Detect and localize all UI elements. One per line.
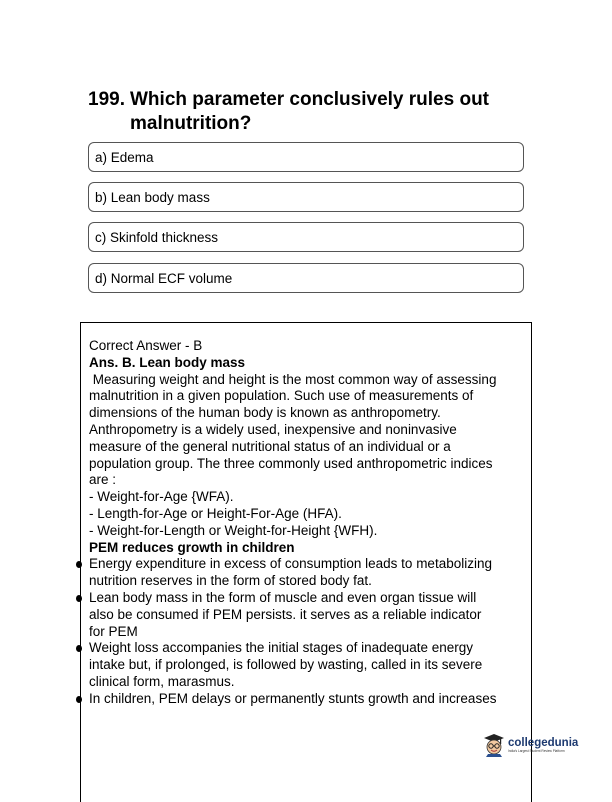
bullet-line: In children, PEM delays or permanently stunts growth and increases — [89, 690, 497, 706]
bullet-item — [89, 556, 531, 590]
question-text — [88, 88, 528, 136]
bullet-line: Energy expenditure in excess of consumption leads to metabolizing — [89, 556, 492, 572]
answer-box — [80, 322, 532, 802]
brand-name: collegedunia — [508, 737, 579, 749]
graduate-mascot-icon — [483, 733, 505, 757]
bullet-item — [89, 640, 531, 690]
bullet-dot — [76, 595, 82, 602]
bullet-dot — [76, 696, 82, 703]
answer-heading: Ans. B. Lean body mass — [89, 354, 246, 370]
option-a[interactable]: a) Edema — [88, 142, 524, 172]
bullet-line: clinical form, marasmus. — [89, 673, 235, 689]
option-d[interactable]: d) Normal ECF volume — [88, 263, 524, 293]
bullet-item — [89, 590, 531, 640]
brand-tagline: India's Largest Student Review Platform — [508, 749, 565, 753]
bullet-line: nutrition reserves in the form of stored body fat. — [89, 573, 372, 589]
option-b[interactable]: b) Lean body mass — [88, 182, 524, 212]
bullet-line: Lean body mass in the form of muscle and even organ tissue will — [89, 589, 477, 605]
para-line: malnutrition in a given population. Such use of measurements of — [89, 388, 474, 404]
subheading: PEM reduces growth in children — [89, 539, 295, 555]
bullet-item — [89, 691, 531, 708]
correct-answer: Correct Answer - B — [89, 338, 203, 353]
question-line-2: malnutrition? — [130, 113, 252, 134]
question-number: 199. — [88, 89, 125, 110]
index-item: - Weight-for-Length or Weight-for-Height {WFH). — [89, 522, 378, 538]
para-line: are : — [89, 472, 117, 488]
bullet-line: intake but, if prolonged, is followed by wasting, called in its severe — [89, 657, 483, 673]
index-item: - Length-for-Age or Height-For-Age (HFA). — [89, 505, 342, 521]
bullet-line: also be consumed if PEM persists. it serves as a reliable indicator — [89, 606, 482, 622]
para-line: Measuring weight and height is the most common way of assessing — [89, 371, 497, 387]
collegedunia-logo — [483, 730, 578, 760]
bullet-line: Weight loss accompanies the initial stages of inadequate energy — [89, 640, 473, 656]
para-line: measure of the general nutritional status of an individual or a — [89, 438, 451, 454]
index-item: - Weight-for-Age {WFA). — [89, 489, 234, 505]
para-line: dimensions of the human body is known as anthropometry. — [89, 405, 441, 421]
bullet-dot — [76, 645, 82, 652]
question-line-1: Which parameter conclusively rules out — [130, 89, 489, 110]
bullet-dot — [76, 561, 82, 568]
para-line: Anthropometry is a widely used, inexpensive and noninvasive — [89, 421, 457, 437]
option-c[interactable]: c) Skinfold thickness — [88, 222, 524, 252]
bullet-line: for PEM — [89, 623, 138, 639]
para-line: population group. The three commonly used anthropometric indices — [89, 455, 493, 471]
